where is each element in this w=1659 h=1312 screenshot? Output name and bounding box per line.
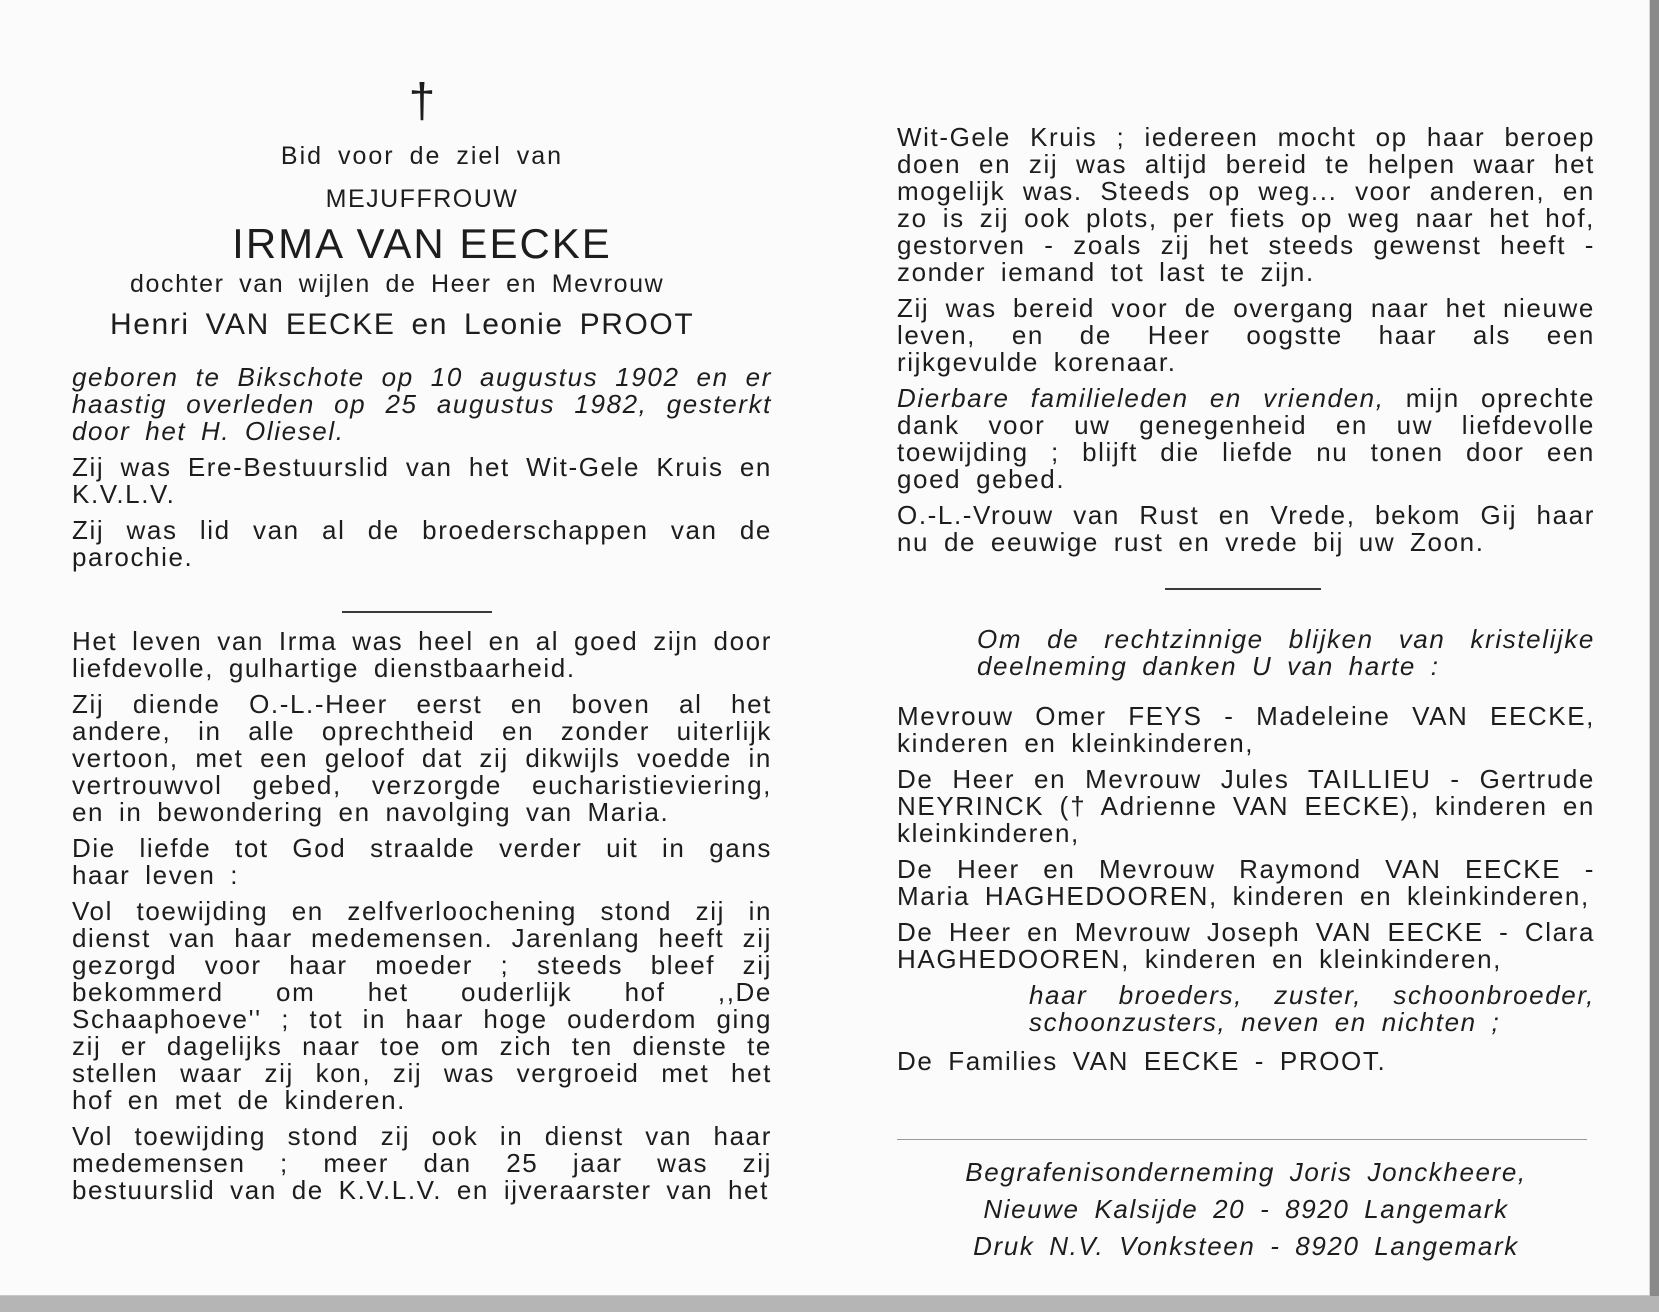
birth-death-text: geboren te Bikschote op 10 augustus 1902 en er haastig overleden op 25 augustus 1982, gesterkt door het H. Oliesel. bbox=[72, 362, 772, 446]
parents-names: Henri VAN EECKE en Leonie PROOT bbox=[110, 308, 695, 341]
life-paragraph: Het leven van Irma was heel en al goed zijn door liefdevolle, gulhartige dienstbaarheid. bbox=[72, 626, 772, 683]
divider-left bbox=[342, 611, 492, 613]
divider-right bbox=[1165, 588, 1321, 590]
cross-icon: † bbox=[408, 75, 436, 128]
families-closing: De Families VAN EECKE - PROOT. bbox=[897, 1046, 1387, 1076]
printer-name: Druk N.V. Vonksteen - 8920 Langemark bbox=[973, 1231, 1519, 1261]
thanks-text: Om de rechtzinnige blijken van kristelijke deelneming danken U van harte : bbox=[977, 624, 1595, 681]
family-entry: De Heer en Mevrouw Raymond VAN EECKE - Maria HAGHEDOOREN, kinderen en kleinkinderen, bbox=[897, 854, 1595, 911]
undertaker-address: Nieuwe Kalsijde 20 - 8920 Langemark bbox=[983, 1194, 1509, 1224]
life-paragraph: Vol toewijding en zelfverloochening stond zij in dienst van haar medemensen. Jarenlang heeft zij gezorgd voor haar moeder ; steeds bleef zij bekommerd om het ouderlijk hof ,,De Schaaphoeve'' ; tot in haar hoge ouderdom ging zij er dagelijks naar toe om zich ten dienste te stellen waar zij kon, zij was vergroeid met het hof en met de kinderen. bbox=[72, 896, 772, 1115]
family-address-rest: mijn oprechte dank voor uw genegenheid en uw liefdevolle toewijding ; blijft die liefde nu tonen door een goed gebed. bbox=[897, 383, 1596, 494]
families-block bbox=[897, 703, 1595, 1084]
pray-line: Bid voor de ziel van bbox=[280, 142, 564, 170]
family-address bbox=[897, 385, 1595, 493]
life-paragraph: Die liefde tot God straalde verder uit in gans haar leven : bbox=[72, 833, 772, 890]
life-paragraph: Zij diende O.-L.-Heer eerst en boven al het andere, in alle oprechtheid en zonder uiterlijk vertoon, met een geloof dat zij dikwijls voedde in vertrouwvol gebed, verzorgde eucharistieviering, en in bewondering en navolging van Maria. bbox=[72, 689, 772, 827]
tribute-block bbox=[897, 124, 1595, 565]
prayer-text: O.-L.-Vrouw van Rust en Vrede, bekom Gij haar nu de eeuwige rust en vrede bij uw Zoon. bbox=[897, 500, 1595, 557]
relatives-text: haar broeders, zuster, schoonbroeder, schoonzusters, neven en nichten ; bbox=[1029, 980, 1595, 1037]
life-story bbox=[72, 628, 772, 1213]
family-entry: De Heer en Mevrouw Joseph VAN EECKE - Clara HAGHEDOOREN, kinderen en kleinkinderen, bbox=[897, 917, 1595, 974]
daughter-line: dochter van wijlen de Heer en Mevrouw bbox=[130, 270, 665, 298]
family-entry: De Heer en Mevrouw Jules TAILLIEU - Gertrude NEYRINCK († Adrienne VAN EECKE), kinderen en kleinkinderen, bbox=[897, 764, 1595, 848]
family-address-italic: Dierbare familieleden en vrienden, bbox=[897, 383, 1385, 413]
title-prefix: MEJUFFROUW bbox=[325, 185, 519, 213]
biography-block bbox=[72, 364, 772, 580]
card-shadow bbox=[0, 1296, 1659, 1312]
continuation-text: Wit-Gele Kruis ; iedereen mocht op haar beroep doen en zij was altijd bereid te helpen waar het mogelijk was. Steeds op weg... voor anderen, en zo is zij ook plots, per fiets op weg naar het hof, gestorven - zoals zij het steeds gewenst heeft - zonder iemand tot last te zijn. bbox=[897, 122, 1595, 287]
life-paragraph: Vol toewijding stond zij ook in dienst van haar medemensen ; meer dan 25 jaar was zij bestuurslid van de K.V.L.V. en ijveraarster van het bbox=[72, 1121, 772, 1205]
undertaker-name: Begrafenisonderneming Joris Jonckheere, bbox=[965, 1157, 1527, 1187]
transition-text: Zij was bereid voor de overgang naar het nieuwe leven, en de Heer oogstte haar als een rijkgevulde korenaar. bbox=[897, 293, 1595, 377]
deceased-name: IRMA VAN EECKE bbox=[232, 220, 612, 267]
printer-block bbox=[897, 1156, 1595, 1267]
brotherhoods-text: Zij was lid van al de broederschappen van de parochie. bbox=[72, 515, 772, 572]
divider-printer bbox=[897, 1139, 1587, 1140]
thanks-block bbox=[977, 626, 1595, 689]
board-member-text: Zij was Ere-Bestuurslid van het Wit-Gele Kruis en K.V.L.V. bbox=[72, 452, 772, 509]
family-entry: Mevrouw Omer FEYS - Madeleine VAN EECKE, kinderen en kleinkinderen, bbox=[897, 701, 1595, 758]
